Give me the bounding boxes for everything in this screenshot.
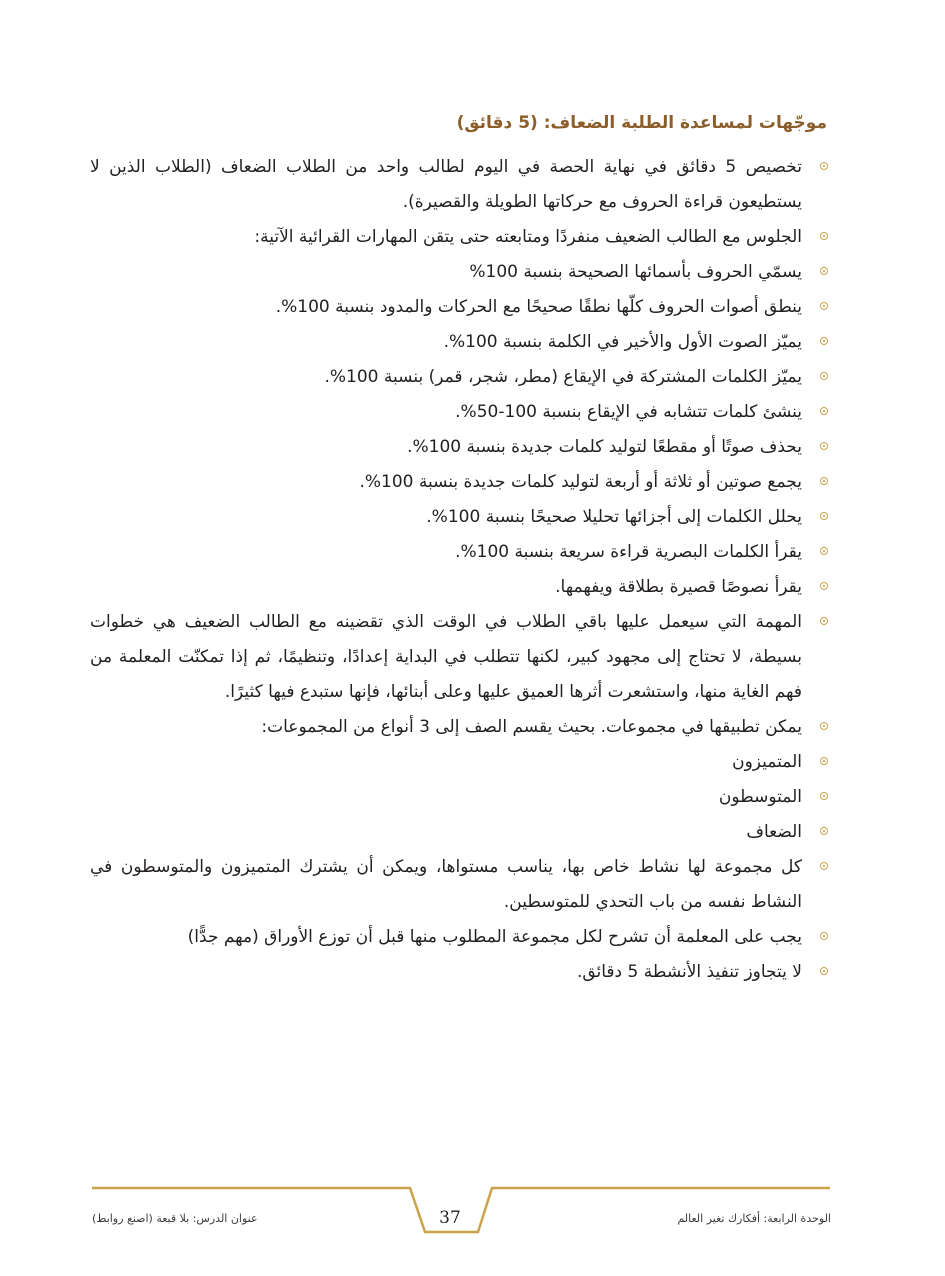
bullet-icon <box>820 967 828 975</box>
list-item <box>90 850 830 920</box>
list-item <box>90 710 830 745</box>
list-item <box>90 395 830 430</box>
list-item-text: يميّز الكلمات المشتركة في الإيقاع (مطر، شجر، قمر) بنسبة 100%. <box>324 367 802 387</box>
list-item-text: يقرأ الكلمات البصرية قراءة سريعة بنسبة 100%. <box>455 542 802 562</box>
bullet-icon <box>820 372 828 380</box>
bullet-icon <box>820 512 828 520</box>
bullet-icon <box>820 582 828 590</box>
guidance-list <box>90 150 830 990</box>
list-item <box>90 920 830 955</box>
bullet-icon <box>820 932 828 940</box>
list-item <box>90 360 830 395</box>
section-heading: موجّهات لمساعدة الطلبة الضعاف: (5 دقائق) <box>456 113 827 133</box>
list-item <box>90 255 830 290</box>
bullet-icon <box>820 477 828 485</box>
bullet-icon <box>820 827 828 835</box>
list-item-text: يسمّي الحروف بأسمائها الصحيحة بنسبة 100% <box>469 262 802 282</box>
list-item <box>90 570 830 605</box>
list-item-text: يحلل الكلمات إلى أجزائها تحليلا صحيحًا بنسبة 100%. <box>426 507 802 527</box>
bullet-icon <box>820 162 828 170</box>
list-item-text: المتميزون <box>732 752 802 772</box>
list-item <box>90 500 830 535</box>
list-item-text: لا يتجاوز تنفيذ الأنشطة 5 دقائق. <box>576 962 802 982</box>
list-item-text: المهمة التي سيعمل عليها باقي الطلاب في الوقت الذي تقضينه مع الطالب الضعيف هي خطوات بسيطة، لا تحتاج إلى مجهود كبير، لكنها تتطلب في البداية إعدادًا، وتنظيمًا، ثم إذا تمكنّت المعلمة من فهم الغاية منها، واستشعرت أثرها العميق عليها وعلى أبنائها، فإنها ستبدع فيها كثيرًا. <box>90 612 802 702</box>
bullet-icon <box>820 862 828 870</box>
list-item <box>90 780 830 815</box>
list-item <box>90 325 830 360</box>
bullet-icon <box>820 232 828 240</box>
list-item-text: يجمع صوتين أو ثلاثة أو أربعة لتوليد كلمات جديدة بنسبة 100%. <box>359 472 802 492</box>
list-item <box>90 955 830 990</box>
bullet-icon <box>820 792 828 800</box>
list-item-text: تخصيص 5 دقائق في نهاية الحصة في اليوم لطالب واحد من الطلاب الضعاف (الطلاب الذين لا يستطيعون قراءة الحروف مع حركاتها الطويلة والقصيرة). <box>90 157 802 212</box>
list-item-text: ينطق أصوات الحروف كلّها نطقًا صحيحًا مع الحركات والمدود بنسبة 100%. <box>275 297 802 317</box>
bullet-icon <box>820 442 828 450</box>
list-item-text: المتوسطون <box>718 787 802 807</box>
list-item <box>90 290 830 325</box>
footer-unit-title: الوحدة الرابعة: أفكارك تغير العالم <box>677 1212 831 1225</box>
bullet-icon <box>820 722 828 730</box>
bullet-icon <box>820 267 828 275</box>
bullet-icon <box>820 617 828 625</box>
page-number: 37 <box>439 1208 461 1228</box>
list-item <box>90 535 830 570</box>
list-item-text: ينشئ كلمات تتشابه في الإيقاع بنسبة 100-50%. <box>455 402 802 422</box>
list-item <box>90 605 830 710</box>
list-item <box>90 815 830 850</box>
bullet-icon <box>820 547 828 555</box>
list-item-text: يميّز الصوت الأول والأخير في الكلمة بنسبة 100%. <box>443 332 802 352</box>
list-item-text: يحذف صوتًا أو مقطعًا لتوليد كلمات جديدة بنسبة 100%. <box>407 437 802 457</box>
list-item <box>90 465 830 500</box>
bullet-icon <box>820 757 828 765</box>
list-item <box>90 430 830 465</box>
bullet-icon <box>820 302 828 310</box>
list-item-text: الضعاف <box>746 822 802 842</box>
footer-lesson-title: عنوان الدرس: بلا قبعة (اصنع روابط) <box>92 1212 258 1225</box>
bullet-icon <box>820 407 828 415</box>
list-item <box>90 745 830 780</box>
list-item-text: كل مجموعة لها نشاط خاص بها، يناسب مستواها، ويمكن أن يشترك المتميزون والمتوسطون في النشاط نفسه من باب التحدي للمتوسطين. <box>90 857 802 912</box>
list-item <box>90 150 830 220</box>
list-item-text: الجلوس مع الطالب الضعيف منفردًا ومتابعته حتى يتقن المهارات القرائية الآتية: <box>254 227 802 247</box>
list-item <box>90 220 830 255</box>
list-item-text: يمكن تطبيقها في مجموعات. بحيث يقسم الصف إلى 3 أنواع من المجموعات: <box>261 717 802 737</box>
list-item-text: يجب على المعلمة أن تشرح لكل مجموعة المطلوب منها قبل أن توزع الأوراق (مهم جدًّا) <box>187 927 802 947</box>
bullet-icon <box>820 337 828 345</box>
list-item-text: يقرأ نصوصًا قصيرة بطلاقة ويفهمها. <box>555 577 802 597</box>
